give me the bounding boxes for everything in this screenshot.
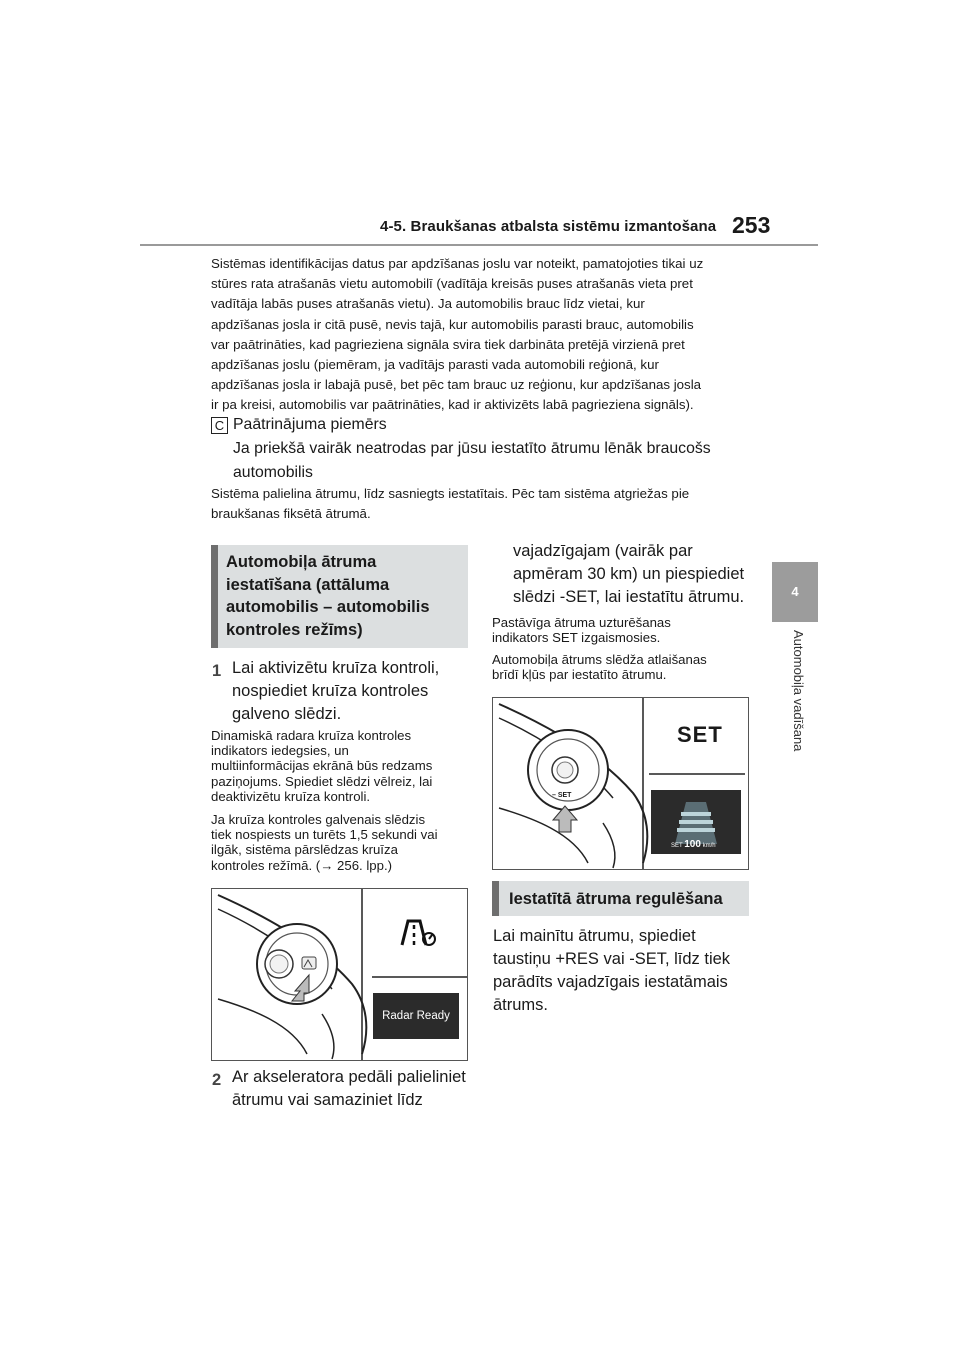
set-switch-label: – SET (552, 792, 572, 799)
step-2-number: 2 (212, 1071, 222, 1089)
step-2-continued: vajadzīgajam (vairāk par apmēram 30 km) un piespiediet slēdzi -SET, lai iestatītu ātrumu. (513, 542, 745, 606)
chapter-tab: 4 (772, 562, 818, 622)
section-heading-set-speed: Automobiļa ātruma iestatīšana (attāluma automobilis – automobilis kontroles režīms) (211, 545, 468, 648)
note-set-indicator: Pastāvīga ātruma uzturēšanas indikators SET izgaismosies. (492, 615, 671, 646)
section-c-description: Sistēma palielina ātrumu, līdz sasniegts iestatītais. Pēc tam sistēma atgriežas pie braukšanas fiksētā ātrumā. (211, 486, 690, 522)
step-1-text: Lai aktivizētu kruīza kontroli, nospiediet kruīza kontroles galveno slēdzi. (232, 659, 440, 723)
radar-cruise-icon (398, 917, 438, 949)
step-1-number: 1 (212, 662, 222, 680)
chapter-title: 4-5. Braukšanas atbalsta sistēmu izmantošana (380, 218, 717, 235)
note-radar-indicator: Dinamiskā radara kruīza kontroles indikators iedegsies, un multiinformācijas ekrānā būs redzams paziņojums. Spiediet slēdzi vēlreiz, lai deaktivizētu kruīza kontroli. (211, 728, 433, 804)
set-speed-readout: SET 100 km/h (671, 839, 716, 850)
section-c-title: Paātrinājuma piemērs Ja priekšā vairāk neatrodas par jūsu iestatīto ātrumu lēnāk braucošs automobilis (233, 416, 711, 481)
note-long-press: Ja kruīza kontroles galvenais slēdzis tiek nospiests un turēts 1,5 sekundi vai ilgāk, sistēma pārslēdzas kruīza kontroles režīmā. (→ 256. lpp.) (211, 812, 438, 873)
radar-ready-display: Radar Ready (373, 993, 459, 1039)
set-display-text: SET (677, 722, 723, 747)
header-rule (140, 244, 818, 246)
intro-paragraph: Sistēmas identifikācijas datus par apdzīšanas joslu var noteikt, pamatojoties tikai uz stūres rata atrašanās vietu automobilī (vadītāja kreisās puses atrašanās vieta pret vadītāja labās puses atrašanās vietu). Ja automobilis brauc līdz vietai, kur apdzīšanas josla ir citā pusē, nevis tajā, kur automobilis parasti brauc, automobilis var paātrināties, kad pagrieziena signāla svira tiek darbināta pretējā virzienā pret apdzīšanas joslu (piemēram, ja vadītājs parasti vada automobili reģionā, kur apdzīšanas josla ir labajā pusē, bet pēc tam brauc uz reģionu, kur apdzīšanas josla ir pa kreisi, automobilis var paātrināties, kad ir aktivizēts labā pagrieziena signāls). (211, 256, 704, 413)
adjust-speed-text: Lai mainītu ātrumu, spiediet taustiņu +RES vai -SET, līdz tiek parādīts vajadzīgais iestatāmais ātrums. (493, 927, 731, 1014)
note-set-speed: Automobiļa ātrums slēdža atlaišanas brīdī kļūs par iestatīto ātrumu. (492, 652, 707, 683)
figure-set-switch (492, 697, 749, 870)
section-marker-c: C (211, 417, 228, 434)
page-number: 253 (732, 212, 771, 238)
section-heading-adjust-speed: Iestatītā ātruma regulēšana (492, 881, 749, 916)
step-2-text: Ar akseleratora pedāli palieliniet ātrumu vai samaziniet līdz (232, 1068, 466, 1109)
chapter-side-label: Automobiļa vadīšana (791, 630, 806, 752)
figure-main-switch (211, 888, 468, 1061)
